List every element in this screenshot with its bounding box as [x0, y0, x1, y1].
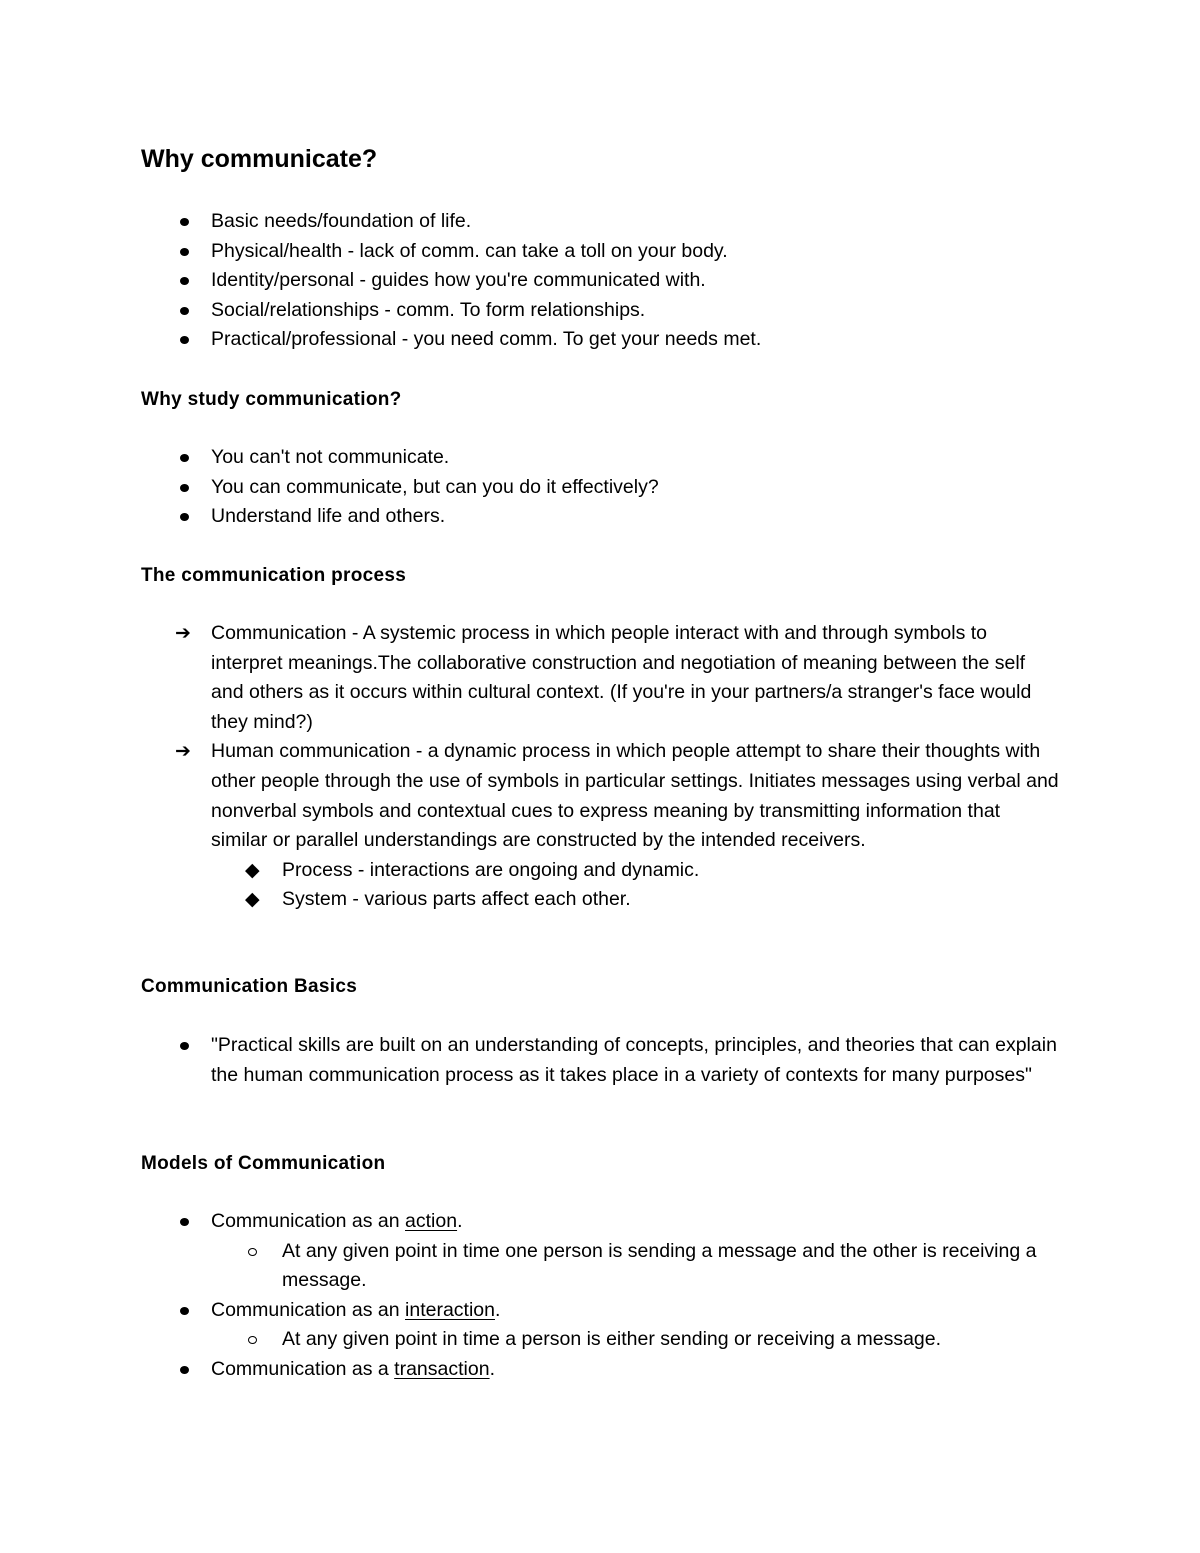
sub-list-item: ◆ System - various parts affect each other. — [141, 885, 1061, 915]
section-heading-models: Models of Communication — [141, 1153, 386, 1174]
bullet-dot-icon — [178, 296, 198, 326]
underlined-term: interaction — [405, 1298, 495, 1321]
section-heading-communication-basics: Communication Basics — [141, 976, 358, 997]
sub-list-item: At any given point in time a person is either sending or receiving a message. — [141, 1325, 1061, 1355]
list-item: Communication as a transaction. — [141, 1355, 1061, 1385]
bullet-dot-icon — [178, 1207, 198, 1237]
circle-bullet-icon — [248, 1237, 268, 1267]
communication-basics-list — [141, 1031, 1061, 1090]
page-title: Why communicate? — [141, 145, 378, 173]
arrow-right-icon: ➔ — [175, 740, 191, 763]
bullet-dot-icon — [178, 325, 198, 355]
bullet-dot-icon — [178, 266, 198, 296]
list-item: Understand life and others. — [141, 502, 659, 532]
underlined-term: transaction — [394, 1357, 490, 1380]
list-item: ➔ Human communication - a dynamic process in which people attempt to share their thoughts with other people through the use of symbols in particular settings. Initiates messages using verbal and nonverbal symbols and contextual cues to express meaning by transmitting information that similar or parallel understandings are constructed by the intended receivers. — [141, 737, 1061, 855]
bullet-dot-icon — [178, 502, 198, 532]
list-item: Basic needs/foundation of life. — [141, 207, 761, 237]
sub-list-item: ◆ Process - interactions are ongoing and dynamic. — [141, 856, 1061, 886]
list-item: Social/relationships - comm. To form relationships. — [141, 296, 761, 326]
bullet-dot-icon — [178, 1031, 198, 1061]
underlined-term: action — [405, 1210, 458, 1232]
list-item: You can't not communicate. — [141, 443, 659, 473]
arrow-right-icon: ➔ — [175, 622, 191, 644]
bullet-dot-icon — [178, 1296, 198, 1326]
list-item: "Practical skills are built on an understanding of concepts, principles, and theories that can explain the human communication process as it takes place in a variety of contexts for many purposes" — [141, 1031, 1061, 1090]
list-item: Physical/health - lack of comm. can take a toll on your body. — [141, 237, 761, 267]
bullet-dot-icon — [178, 207, 198, 237]
sub-list-item: At any given point in time one person is sending a message and the other is receiving a message. — [141, 1237, 1061, 1296]
list-item: Communication as an action. — [141, 1207, 1061, 1237]
diamond-bullet-icon: ◆ — [245, 888, 260, 911]
section-heading-why-study: Why study communication? — [141, 389, 402, 410]
list-item: ➔ Communication - A systemic process in which people interact with and through symbols to interpret meanings.The collaborative construction and negotiation of meaning between the self and others as it occurs within cultural context. (If you're in your partners/a stranger's face would they mind?) — [141, 619, 1061, 737]
circle-bullet-icon — [248, 1325, 268, 1355]
bullet-dot-icon — [178, 443, 198, 473]
list-item: Communication as an interaction. — [141, 1296, 1061, 1326]
bullet-dot-icon — [178, 237, 198, 267]
communication-process-list — [141, 619, 1061, 915]
why-communicate-list — [141, 207, 761, 355]
section-heading-communication-process: The communication process — [141, 565, 407, 586]
why-study-list — [141, 443, 659, 532]
list-item: Identity/personal - guides how you're communicated with. — [141, 266, 761, 296]
diamond-bullet-icon: ◆ — [245, 858, 260, 881]
bullet-dot-icon — [178, 473, 198, 503]
models-list — [141, 1207, 1061, 1385]
list-item: Practical/professional - you need comm. To get your needs met. — [141, 325, 761, 355]
list-item: You can communicate, but can you do it effectively? — [141, 473, 659, 503]
bullet-dot-icon — [178, 1355, 198, 1385]
